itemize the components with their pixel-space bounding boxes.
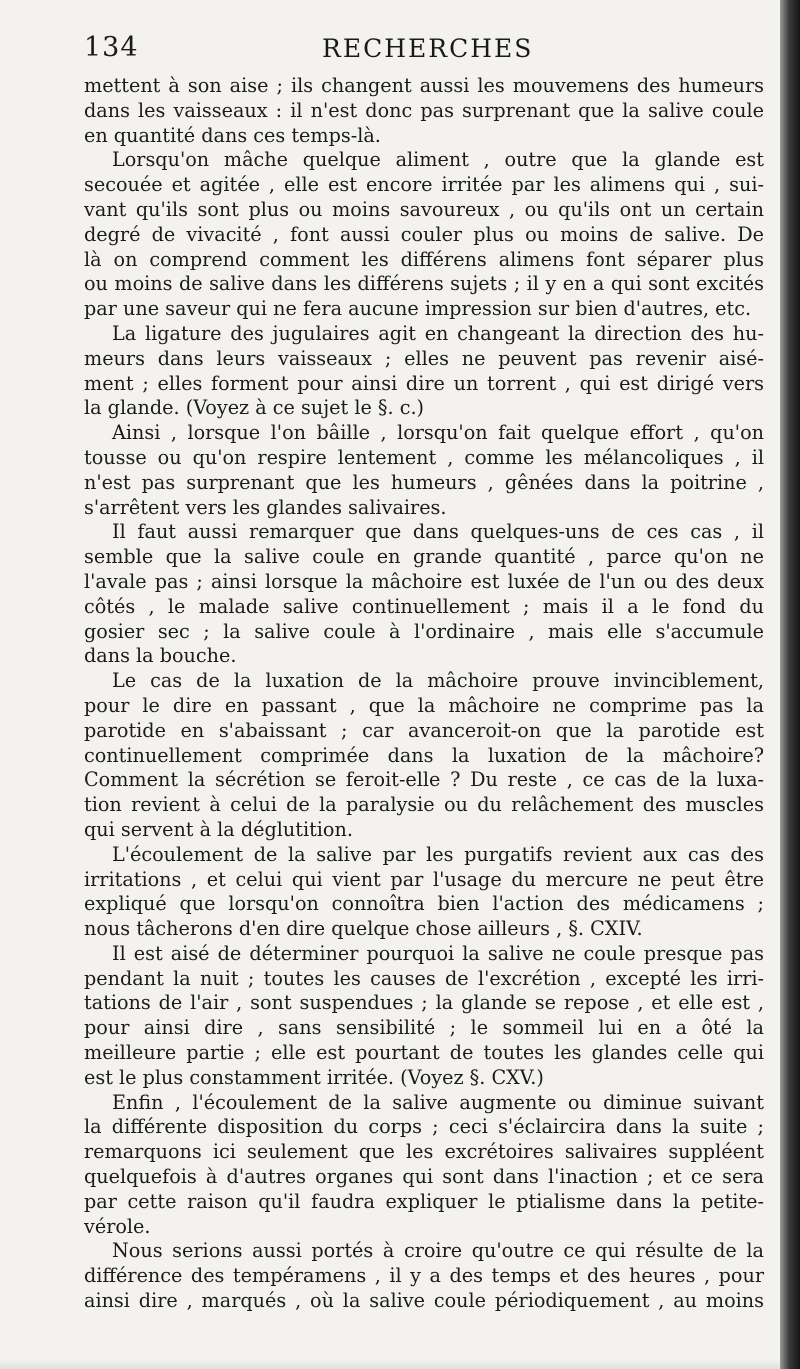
text-line: Comment la sécrétion se feroit-elle ? Du reste , ce cas de la luxa- xyxy=(84,768,764,792)
text-line: dans les vaisseaux : il n'est donc pas surprenant que la salive coule xyxy=(84,98,764,122)
text-line: vant qu'ils sont plus ou moins savoureux , ou qu'ils ont un certain xyxy=(84,197,764,221)
text-line: vérole. xyxy=(84,1214,151,1238)
text-line: nous tâcherons d'en dire quelque chose ailleurs , §. CXIV. xyxy=(84,917,643,941)
text-line: pendant la nuit ; toutes les causes de l'excrétion , excepté les irri- xyxy=(84,966,764,990)
text-line: La ligature des jugulaires agit en changeant la direction des hu- xyxy=(112,321,764,345)
text-line: parotide en s'abaissant ; car avanceroit-on que la parotide est xyxy=(84,718,764,742)
text-line: s'arrêtent vers les glandes salivaires. xyxy=(84,495,447,519)
text-line: secouée et agitée , elle est encore irritée par les alimens qui , sui- xyxy=(84,173,764,197)
text-line: tations de l'air , sont suspendues ; la glande se repose , et elle est , xyxy=(84,991,764,1015)
page-number: 134 xyxy=(84,32,139,63)
text-line: par une saveur qui ne fera aucune impression sur bien d'autres, etc. xyxy=(84,297,752,321)
body-text xyxy=(84,74,764,1314)
text-line: là on comprend comment les différens alimens font séparer plus xyxy=(84,247,764,271)
text-line: semble que la salive coule en grande quantité , parce qu'on ne xyxy=(84,545,764,569)
text-line: différence des tempéramens , il y a des temps et des heures , pour xyxy=(84,1264,764,1288)
text-line: Lorsqu'on mâche quelque aliment , outre que la glande est xyxy=(112,148,764,172)
text-line: expliqué que lorsqu'on connoîtra bien l'action des médicamens ; xyxy=(84,892,764,916)
text-line: L'écoulement de la salive par les purgatifs revient aux cas des xyxy=(112,842,764,866)
text-line: gosier sec ; la salive coule à l'ordinaire , mais elle s'accumule xyxy=(84,619,764,643)
text-line: remarquons ici seulement que les excrétoires salivaires suppléent xyxy=(84,1140,764,1164)
text-line: tousse ou qu'on respire lentement , comme les mélancoliques , il xyxy=(84,445,764,469)
text-line: Ainsi , lorsque l'on bâille , lorsqu'on fait quelque effort , qu'on xyxy=(112,421,764,445)
text-line: Il faut aussi remarquer que dans quelques-uns de ces cas , il xyxy=(112,520,764,544)
text-line: ou moins de salive dans les différens sujets ; il y en a qui sont excités xyxy=(84,272,764,296)
text-line: meurs dans leurs vaisseaux ; elles ne peuvent pas revenir aisé- xyxy=(84,346,764,370)
text-line: irritations , et celui qui vient par l'usage du mercure ne peut être xyxy=(84,867,764,891)
text-line: la différente disposition du corps ; ceci s'éclaircira dans la suite ; xyxy=(84,1115,764,1139)
text-line: qui servent à la déglutition. xyxy=(84,817,353,841)
text-line: Enfin , l'écoulement de la salive augmente ou diminue suivant xyxy=(112,1090,764,1114)
text-line: en quantité dans ces temps-là. xyxy=(84,123,381,147)
text-line: meilleure partie ; elle est pourtant de toutes les glandes celle qui xyxy=(84,1041,764,1065)
book-binding-edge xyxy=(780,0,800,1369)
text-line: ainsi dire , marqués , où la salive coule périodiquement , au moins xyxy=(84,1289,764,1313)
text-line: ment ; elles forment pour ainsi dire un torrent , qui est dirigé vers xyxy=(84,371,764,395)
page-bottom-shadow xyxy=(0,1359,780,1369)
page-header xyxy=(84,28,764,68)
text-line: n'est pas surprenant que les humeurs , gênées dans la poitrine , xyxy=(84,470,764,494)
text-line: Le cas de la luxation de la mâchoire prouve invinciblement, xyxy=(112,669,764,693)
text-line: est le plus constamment irritée. (Voyez §. CXV.) xyxy=(84,1065,544,1089)
text-line: par cette raison qu'il faudra expliquer le ptialisme dans la petite- xyxy=(84,1189,764,1213)
text-line: Il est aisé de déterminer pourquoi la salive ne coule presque pas xyxy=(112,941,764,965)
text-line: mettent à son aise ; ils changent aussi les mouvemens des humeurs xyxy=(84,74,764,97)
text-line: continuellement comprimée dans la luxation de la mâchoire? xyxy=(84,743,764,767)
text-line: la glande. (Voyez à ce sujet le §. c.) xyxy=(84,396,425,420)
text-line: quelquefois à d'autres organes qui sont dans l'inaction ; et ce sera xyxy=(84,1165,764,1189)
text-line: côtés , le malade salive continuellement ; mais il a le fond du xyxy=(84,594,764,618)
text-line: pour ainsi dire , sans sensibilité ; le sommeil lui en a ôté la xyxy=(84,1016,764,1040)
running-head: RECHERCHES xyxy=(322,34,534,63)
text-line: Nous serions aussi portés à croire qu'outre ce qui résulte de la xyxy=(112,1239,764,1263)
text-line: dans la bouche. xyxy=(84,644,237,668)
text-line: degré de vivacité , font aussi couler plus ou moins de salive. De xyxy=(84,222,764,246)
text-line: tion revient à celui de la paralysie ou du relâchement des muscles xyxy=(84,793,764,817)
text-line: l'avale pas ; ainsi lorsque la mâchoire est luxée de l'un ou des deux xyxy=(84,569,764,593)
text-line: pour le dire en passant , que la mâchoire ne comprime pas la xyxy=(84,693,764,717)
